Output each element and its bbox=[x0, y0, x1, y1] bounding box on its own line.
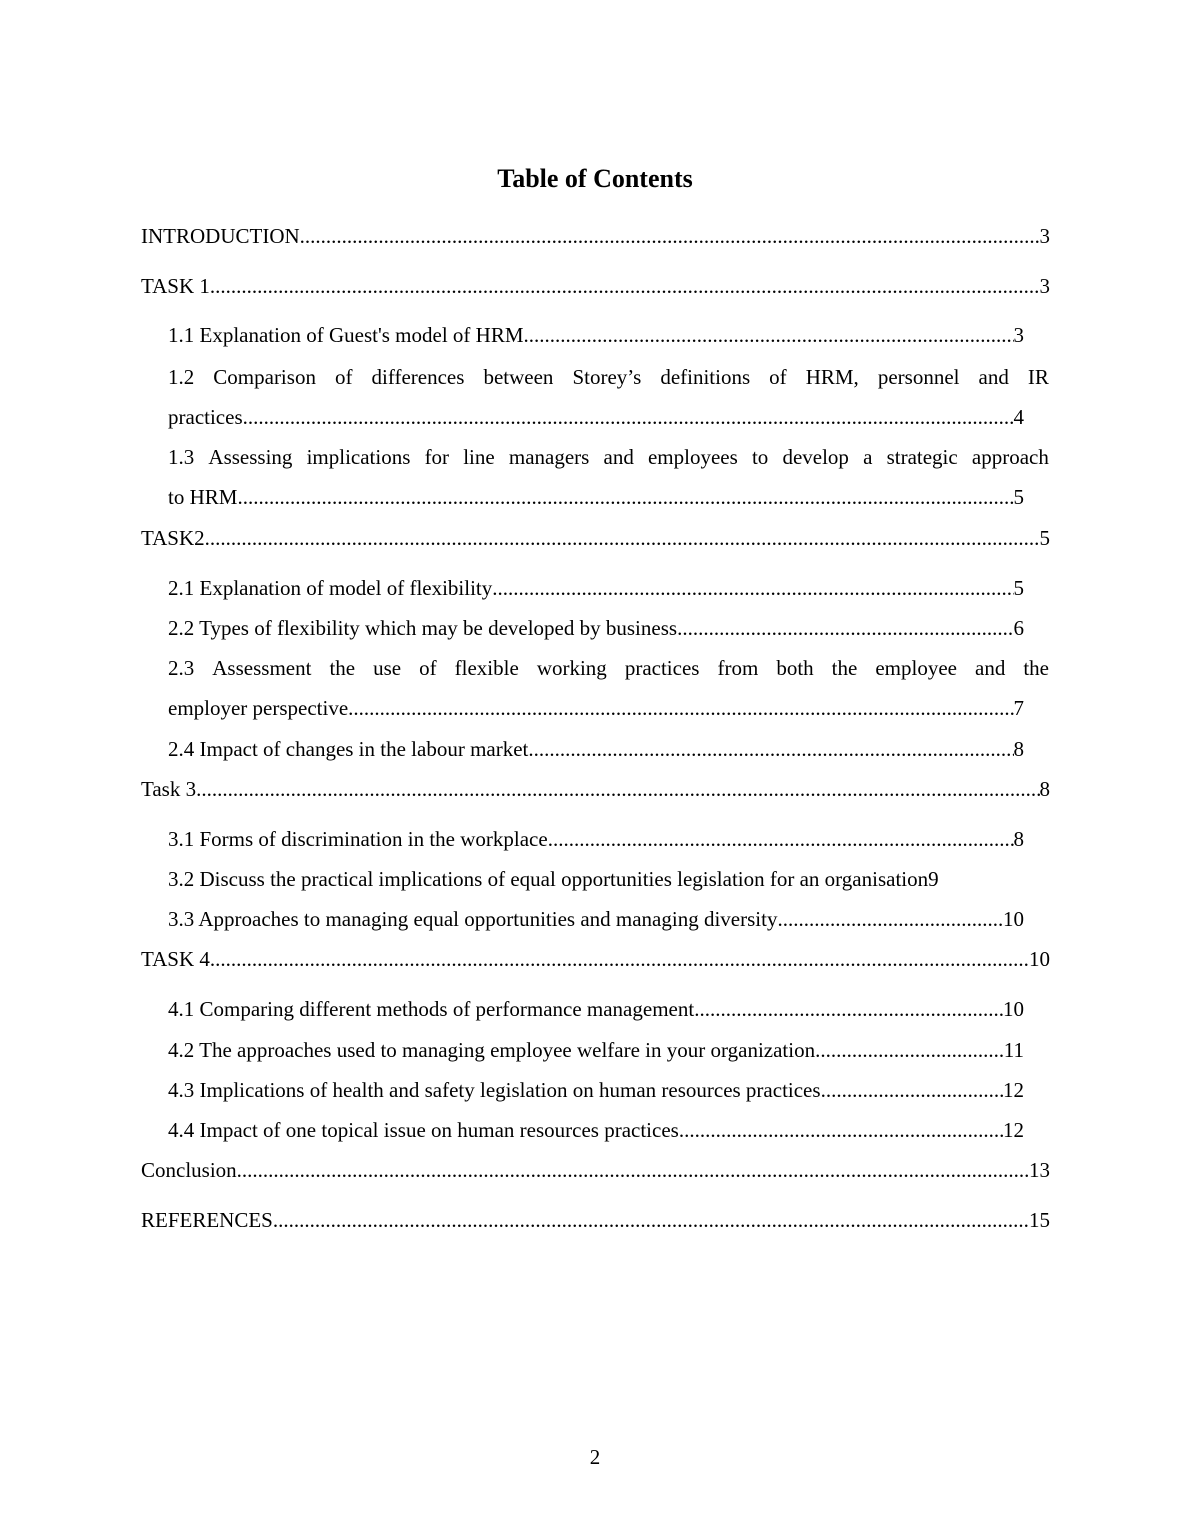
toc-entry-label: 1.1 Explanation of Guest's model of HRM bbox=[168, 323, 524, 347]
toc-entry-label: REFERENCES bbox=[141, 1208, 273, 1232]
toc-entry-3-1[interactable] bbox=[168, 819, 1024, 859]
toc-entry-label: 3.3 Approaches to managing equal opportunities and managing diversity bbox=[168, 907, 778, 931]
toc-entry-page: 12 bbox=[1003, 1078, 1024, 1102]
toc-entry-label: 2.1 Explanation of model of flexibility bbox=[168, 576, 493, 600]
toc-entry-justified-line: 1.2 Comparison of differences between Storey’s definitions of HRM, personnel and IR bbox=[168, 365, 1049, 389]
toc-entry-label: 4.4 Impact of one topical issue on human resources practices bbox=[168, 1118, 679, 1142]
toc-entry-page: 13 bbox=[1029, 1158, 1050, 1182]
toc-entry-label: TASK2 bbox=[141, 526, 205, 550]
toc-entry-2-1[interactable] bbox=[168, 568, 1024, 608]
toc-entry-task-3[interactable] bbox=[141, 769, 1050, 809]
toc-entry-2-3[interactable] bbox=[168, 648, 1049, 728]
toc-entry-4-3[interactable] bbox=[168, 1070, 1024, 1110]
toc-entry-label: TASK 1 bbox=[141, 274, 210, 298]
toc-entry-page: 11 bbox=[1003, 1038, 1024, 1062]
toc-entry-introduction[interactable] bbox=[141, 216, 1050, 256]
toc-entry-4-4[interactable] bbox=[168, 1110, 1024, 1150]
toc-entry-label: employer perspective bbox=[168, 696, 349, 720]
toc-entry-page: 12 bbox=[1003, 1118, 1024, 1142]
toc-title: Table of Contents bbox=[497, 164, 693, 193]
toc-entry-2-2[interactable] bbox=[168, 608, 1024, 648]
toc-entry-page: 6 bbox=[1013, 616, 1024, 640]
toc-entry-page: 10 bbox=[1003, 997, 1024, 1021]
toc-entry-page: 5 bbox=[1013, 485, 1024, 509]
toc-entry-page: 15 bbox=[1029, 1208, 1050, 1232]
toc-entry-page: 8 bbox=[1039, 777, 1050, 801]
toc-entry-label: practices bbox=[168, 405, 243, 429]
toc-entry-4-2[interactable] bbox=[168, 1030, 1024, 1070]
toc-entry-conclusion[interactable] bbox=[141, 1150, 1050, 1190]
toc-entry-label: Conclusion bbox=[141, 1158, 237, 1182]
toc-entry-page: 10 bbox=[1003, 907, 1024, 931]
toc-entry-page: 4 bbox=[1013, 405, 1024, 429]
toc-entry-page: 5 bbox=[1013, 576, 1024, 600]
toc-entry-label: to HRM bbox=[168, 485, 238, 509]
toc-entry-justified-line: 1.3 Assessing implications for line managers and employees to develop a strategic approach bbox=[168, 445, 1049, 469]
toc-entry-label: 3.2 Discuss the practical implications of equal opportunities legislation for an organisation bbox=[168, 867, 929, 891]
toc-entry-page: 5 bbox=[1039, 526, 1050, 550]
toc-entry-page: 8 bbox=[1013, 827, 1024, 851]
toc-entry-label: TASK 4 bbox=[141, 947, 210, 971]
toc-entry-label: 4.1 Comparing different methods of performance management bbox=[168, 997, 695, 1021]
toc-entry-3-3[interactable] bbox=[168, 899, 1024, 939]
toc-entry-task-1[interactable] bbox=[141, 266, 1050, 306]
toc-entry-references[interactable] bbox=[141, 1200, 1050, 1240]
toc-entry-justified-line: 2.3 Assessment the use of flexible working practices from both the employee and the bbox=[168, 656, 1049, 680]
toc-entry-3-2[interactable] bbox=[168, 859, 1024, 899]
toc-entry-label: 2.4 Impact of changes in the labour market bbox=[168, 737, 529, 761]
toc-entry-label: 4.3 Implications of health and safety legislation on human resources practices bbox=[168, 1078, 821, 1102]
toc-entry-label: Task 3 bbox=[141, 777, 197, 801]
toc-entry-page: 10 bbox=[1029, 947, 1050, 971]
toc-entry-4-1[interactable] bbox=[168, 989, 1024, 1029]
toc-entry-page: 3 bbox=[1013, 323, 1024, 347]
toc-entry-label: INTRODUCTION bbox=[141, 224, 300, 248]
toc-entry-1-3[interactable] bbox=[168, 437, 1049, 517]
toc-entry-page: 3 bbox=[1039, 274, 1050, 298]
toc-entry-label: 2.2 Types of flexibility which may be developed by business bbox=[168, 616, 678, 640]
toc-entry-page: 7 bbox=[1013, 696, 1024, 720]
page-number: 2 bbox=[589, 1445, 601, 1469]
toc-entry-1-1[interactable] bbox=[168, 315, 1024, 355]
toc-entry-1-2[interactable] bbox=[168, 357, 1049, 437]
toc-entry-page: 9 bbox=[928, 867, 939, 891]
toc-entry-task-2[interactable] bbox=[141, 518, 1050, 558]
toc-entry-page: 8 bbox=[1013, 737, 1024, 761]
toc-entry-label: 4.2 The approaches used to managing employee welfare in your organization bbox=[168, 1038, 816, 1062]
toc-entry-task-4[interactable] bbox=[141, 939, 1050, 979]
toc-entry-label: 3.1 Forms of discrimination in the workplace bbox=[168, 827, 548, 851]
toc-entry-page: 3 bbox=[1039, 224, 1050, 248]
toc-entry-2-4[interactable] bbox=[168, 729, 1024, 769]
